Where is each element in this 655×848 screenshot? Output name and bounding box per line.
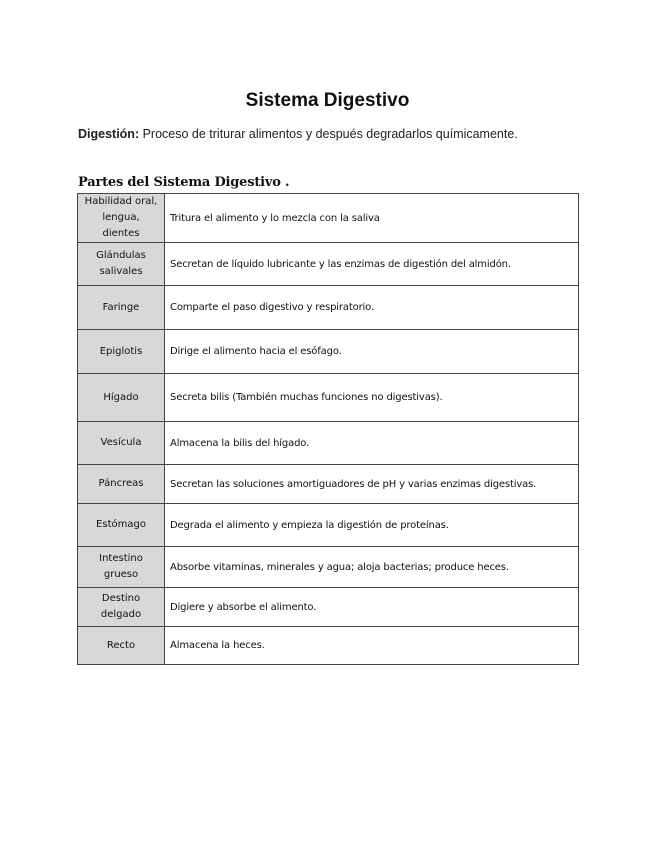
- table-row: [78, 243, 579, 286]
- table-row: [78, 194, 579, 243]
- part-description: Digiere y absorbe el alimento.: [165, 588, 579, 627]
- table-row: [78, 504, 579, 547]
- part-description: Secreta bilis (También muchas funciones no digestivas).: [165, 374, 579, 422]
- part-name: Glándulas salivales: [78, 243, 165, 286]
- definition-text: Proceso de triturar alimentos y después degradarlos químicamente.: [139, 126, 518, 141]
- table-row: [78, 465, 579, 504]
- part-description: Tritura el alimento y lo mezcla con la saliva: [165, 194, 579, 243]
- table-row: [78, 627, 579, 665]
- part-description: Degrada el alimento y empieza la digestión de proteínas.: [165, 504, 579, 547]
- part-name: Vesícula: [78, 422, 165, 465]
- part-description: Secretan de líquido lubricante y las enzimas de digestión del almidón.: [165, 243, 579, 286]
- part-name: Páncreas: [78, 465, 165, 504]
- part-name: Faringe: [78, 286, 165, 330]
- page-title: Sistema Digestivo: [245, 89, 410, 111]
- part-description: Almacena la bilis del hígado.: [165, 422, 579, 465]
- part-description: Comparte el paso digestivo y respiratorio.: [165, 286, 579, 330]
- part-name: Epiglotis: [78, 330, 165, 374]
- table-row: [78, 374, 579, 422]
- parts-table: [77, 193, 579, 665]
- definition-term: Digestión:: [78, 126, 140, 141]
- table-row: [78, 588, 579, 627]
- table-row: [78, 547, 579, 588]
- table-row: [78, 422, 579, 465]
- part-description: Dirige el alimento hacia el esófago.: [165, 330, 579, 374]
- part-name: Estómago: [78, 504, 165, 547]
- part-name: Destino delgado: [78, 588, 165, 627]
- part-name: Recto: [78, 627, 165, 665]
- part-name: Hígado: [78, 374, 165, 422]
- section-heading: Partes del Sistema Digestivo .: [78, 175, 290, 190]
- table-row: [78, 330, 579, 374]
- part-description: Almacena la heces.: [165, 627, 579, 665]
- table-row: [78, 286, 579, 330]
- part-description: Absorbe vitaminas, minerales y agua; aloja bacterias; produce heces.: [165, 547, 579, 588]
- definition: [78, 127, 598, 141]
- part-name: Intestino grueso: [78, 547, 165, 588]
- part-name: Habilidad oral, lengua, dientes: [78, 194, 165, 243]
- part-description: Secretan las soluciones amortiguadores de pH y varias enzimas digestivas.: [165, 465, 579, 504]
